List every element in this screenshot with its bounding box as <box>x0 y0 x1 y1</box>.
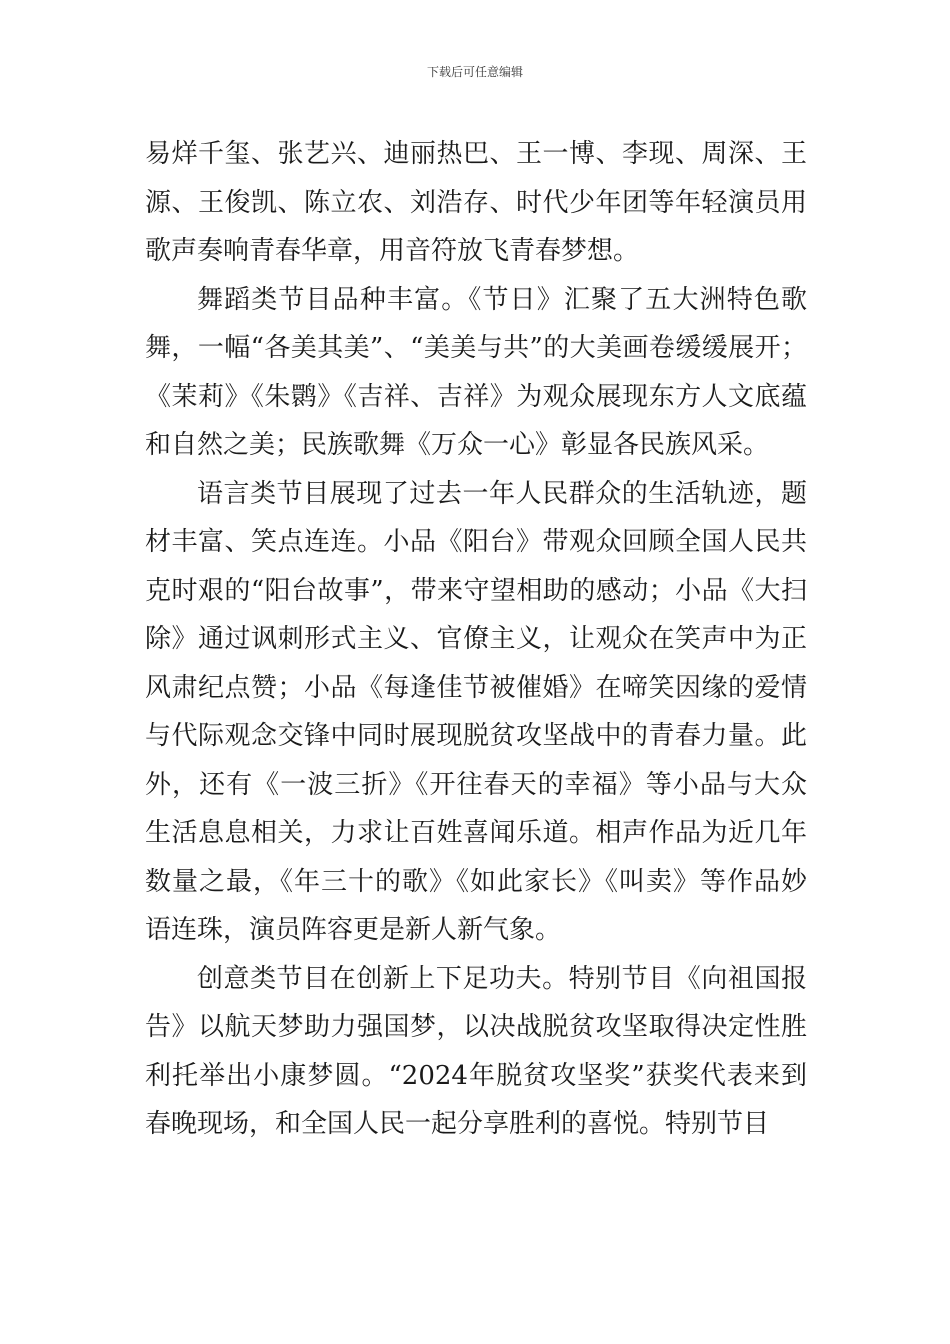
paragraph-continuation: 易烊千玺、张艺兴、迪丽热巴、王一博、李现、周深、王源、王俊凯、陈立农、刘浩存、时代少年团等年轻演员用歌声奏响青春华章，用音符放飞青春梦想。 <box>145 139 807 266</box>
paragraph-creative: 创意类节目在创新上下足功夫。特别节目《向祖国报告》以航天梦助力强国梦，以决战脱贫攻坚取得决定性胜利托举出小康梦圆。“2024年脱贫攻坚奖”获奖代表来到春晚现场，和全国人民一起分享胜利的喜悦。特别节目 <box>145 963 807 1139</box>
paragraph-language: 语言类节目展现了过去一年人民群众的生活轨迹，题材丰富、笑点连连。小品《阳台》带观众回顾全国人民共克时艰的“阳台故事”，带来守望相助的感动；小品《大扫除》通过讽刺形式主义、官僚主义，让观众在笑声中为正风肃纪点赞；小品《每逢佳节被催婚》在啼笑因缘的爱情与代际观念交锋中同时展现脱贫攻坚战中的青春力量。此外，还有《一波三折》《开往春天的幸福》等小品与大众生活息息相关，力求让百姓喜闻乐道。相声作品为近几年数量之最，《年三十的歌》《如此家长》《叫卖》等作品妙语连珠，演员阵容更是新人新气象。 <box>145 478 807 945</box>
page-header: 下载后可任意编辑 <box>426 65 523 79</box>
document-body <box>145 130 807 1149</box>
paragraph-dance: 舞蹈类节目品种丰富。《节日》汇聚了五大洲特色歌舞，一幅“各美其美”、“美美与共”的大美画卷缓缓展开；《茉莉》《朱鹮》《吉祥、吉祥》为观众展现东方人文底蕴和自然之美；民族歌舞《万众一心》彰显各民族风采。 <box>145 284 807 460</box>
